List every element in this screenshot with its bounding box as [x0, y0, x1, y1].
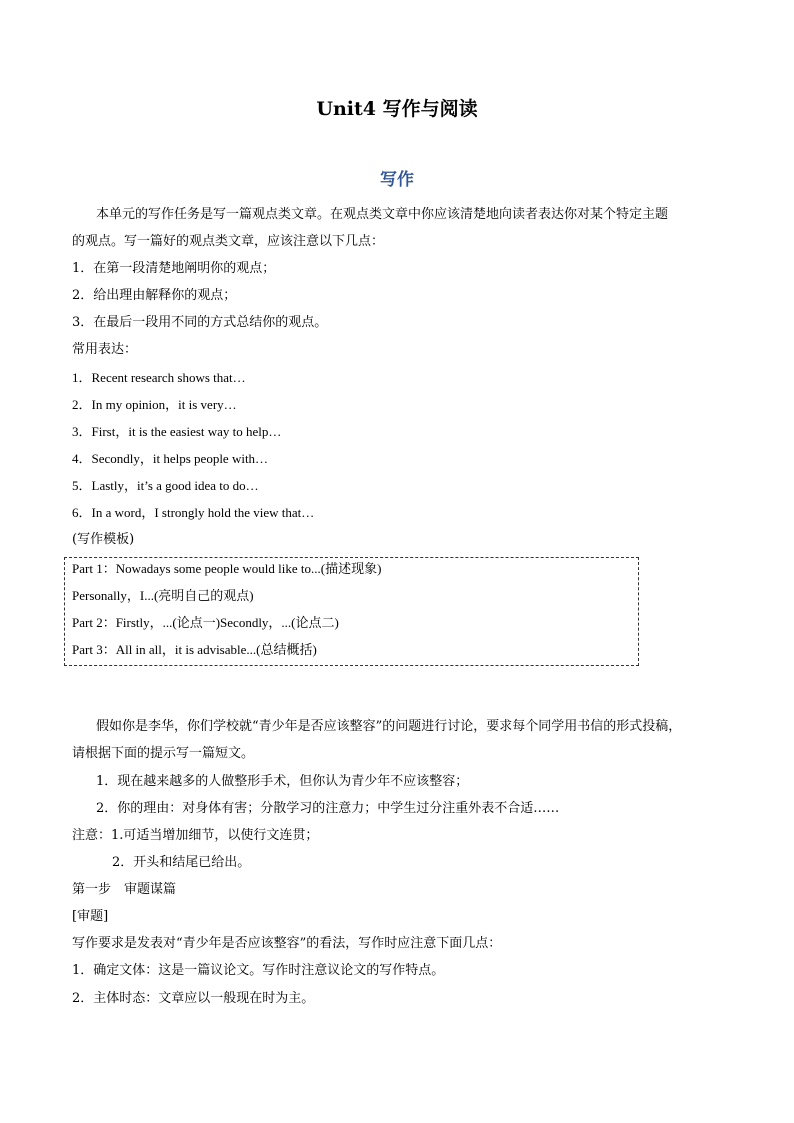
section-title: 写作 — [380, 170, 414, 190]
template-line-2: Personally，I...(亮明自己的观点) — [72, 588, 254, 603]
intro-line-1: 本单元的写作任务是写一篇观点类文章。在观点类文章中你应该清楚地向读者表达你对某个特定主题 — [96, 207, 669, 222]
note-line-1: 注意：1.可适当增加细节，以使行文连贯； — [72, 828, 319, 843]
note-line-2: 2．开头和结尾已给出。 — [112, 855, 251, 870]
task-item-2: 2．你的理由：对身体有害；分散学习的注意力；中学生过分注重外表不合适…… — [96, 801, 560, 816]
expression-4: 4．Secondly，it helps people with… — [72, 451, 269, 466]
expression-2: 2．In my opinion，it is very… — [72, 397, 237, 412]
expressions-heading: 常用表达： — [72, 342, 138, 357]
expression-6: 6．In a word，I strongly hold the view that… — [72, 505, 315, 520]
expression-1: 1．Recent research shows that… — [72, 370, 246, 385]
expression-3: 3．First，it is the easiest way to help… — [72, 424, 282, 439]
intro-line-2: 的观点。写一篇好的观点类文章，应该注意以下几点： — [72, 234, 385, 249]
task-item-1: 1．现在越来越多的人做整形手术，但你认为青少年不应该整容； — [96, 774, 469, 789]
step-subheading: [审题] — [72, 909, 109, 924]
point-2: 2．给出理由解释你的观点； — [72, 288, 237, 303]
task-line-2: 请根据下面的提示写一篇短文。 — [72, 746, 255, 761]
step-line-2: 1．确定文体：这是一篇议论文。写作时注意议论文的写作特点。 — [72, 963, 445, 978]
step-line-1: 写作要求是发表对“青少年是否应该整容”的看法，写作时应注意下面几点： — [72, 936, 502, 951]
expression-5: 5．Lastly，it’s a good idea to do… — [72, 478, 259, 493]
template-line-4: Part 3：All in all，it is advisable...(总结概括) — [72, 642, 317, 657]
page-title: Unit4 写作与阅读 — [316, 98, 478, 120]
template-heading: (写作模板) — [72, 532, 135, 547]
template-line-1: Part 1：Nowadays some people would like to...(描述现象) — [72, 561, 382, 576]
task-line-1: 假如你是李华，你们学校就“青少年是否应该整容”的问题进行讨论，要求每个同学用书信的形式投稿， — [96, 719, 682, 734]
step-heading: 第一步 审题谋篇 — [72, 882, 177, 897]
point-3: 3．在最后一段用不同的方式总结你的观点。 — [72, 315, 328, 330]
point-1: 1．在第一段清楚地阐明你的观点； — [72, 261, 276, 276]
template-line-3: Part 2：Firstly，...(论点一)Secondly，...(论点二) — [72, 615, 339, 630]
step-line-3: 2．主体时态：文章应以一般现在时为主。 — [72, 991, 315, 1006]
